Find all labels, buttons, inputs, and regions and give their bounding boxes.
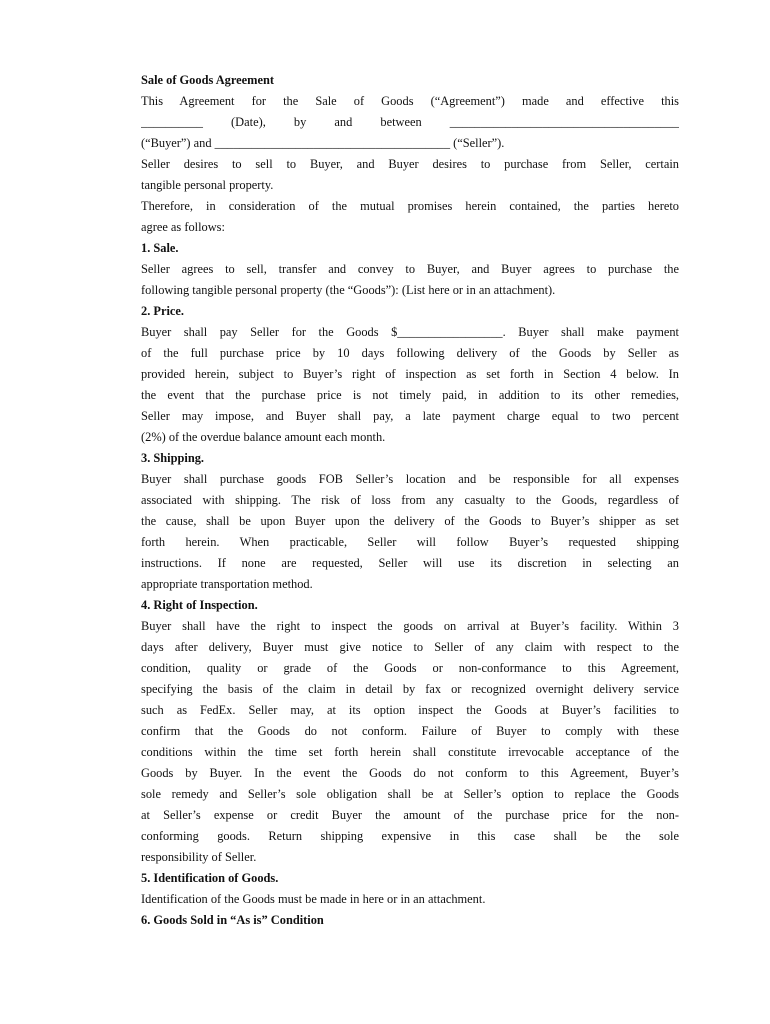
- section-line: at Seller’s expense or credit Buyer the amount of the purchase price for the non-: [141, 808, 679, 822]
- document-page: [141, 70, 679, 931]
- recital-line: Seller desires to sell to Buyer, and Buyer desires to purchase from Seller, certain: [141, 157, 679, 171]
- section-heading-shipping: 3. Shipping.: [141, 451, 205, 465]
- section-line: of the full purchase price by 10 days following delivery of the Goods by Seller as: [141, 346, 679, 360]
- section-heading-identification: 5. Identification of Goods.: [141, 871, 279, 885]
- section-line: condition, quality or grade of the Goods or non-conformance to this Agreement,: [141, 661, 679, 675]
- section-line: responsibility of Seller.: [141, 850, 257, 864]
- section-line: Buyer shall pay Seller for the Goods $_________________. Buyer shall make payment: [141, 325, 679, 339]
- section-line: specifying the basis of the claim in detail by fax or recognized overnight delivery service: [141, 682, 679, 696]
- section-line: forth herein. When practicable, Seller will follow Buyer’s requested shipping: [141, 535, 679, 549]
- section-line: Seller may impose, and Buyer shall pay, a late payment charge equal to two percent: [141, 409, 679, 423]
- section-line: the cause, shall be upon Buyer upon the delivery of the Goods to Buyer’s shipper as set: [141, 514, 679, 528]
- section-line: Buyer shall purchase goods FOB Seller’s location and be responsible for all expenses: [141, 472, 679, 486]
- section-line: associated with shipping. The risk of loss from any casualty to the Goods, regardless of: [141, 493, 679, 507]
- section-heading-inspection: 4. Right of Inspection.: [141, 598, 258, 612]
- section-heading-sale: 1. Sale.: [141, 241, 179, 255]
- therefore-line: agree as follows:: [141, 220, 225, 234]
- section-line: appropriate transportation method.: [141, 577, 313, 591]
- section-line: such as FedEx. Seller may, at its option inspect the Goods at Buyer’s facilities to: [141, 703, 679, 717]
- intro-line: This Agreement for the Sale of Goods (“Agreement”) made and effective this: [141, 94, 679, 108]
- intro-line: __________ (Date), by and between _____________________________________: [141, 115, 679, 129]
- section-line: following tangible personal property (the “Goods”): (List here or in an attachment).: [141, 283, 556, 297]
- section-line: conditions within the time set forth herein shall constitute irrevocable acceptance of the: [141, 745, 679, 759]
- section-line: the event that the purchase price is not timely paid, in addition to its other remedies,: [141, 388, 679, 402]
- section-line: Buyer shall have the right to inspect the goods on arrival at Buyer’s facility. Within 3: [141, 619, 679, 633]
- section-line: sole remedy and Seller’s sole obligation shall be at Seller’s option to replace the Goods: [141, 787, 679, 801]
- section-line: Identification of the Goods must be made in here or in an attachment.: [141, 892, 486, 906]
- section-heading-as-is: 6. Goods Sold in “As is” Condition: [141, 913, 324, 927]
- section-heading-price: 2. Price.: [141, 304, 184, 318]
- section-line: (2%) of the overdue balance amount each month.: [141, 430, 386, 444]
- therefore-line: Therefore, in consideration of the mutual promises herein contained, the parties hereto: [141, 199, 679, 213]
- section-line: conforming goods. Return shipping expensive in this case shall be the sole: [141, 829, 679, 843]
- recital-line: tangible personal property.: [141, 178, 274, 192]
- section-line: provided herein, subject to Buyer’s right of inspection as set forth in Section 4 below. In: [141, 367, 679, 381]
- section-line: Goods by Buyer. In the event the Goods do not conform to this Agreement, Buyer’s: [141, 766, 679, 780]
- intro-line: (“Buyer”) and ______________________________________ (“Seller”).: [141, 136, 505, 150]
- section-line: confirm that the Goods do not conform. Failure of Buyer to comply with these: [141, 724, 679, 738]
- section-line: days after delivery, Buyer must give notice to Seller of any claim with respect to the: [141, 640, 679, 654]
- section-line: Seller agrees to sell, transfer and convey to Buyer, and Buyer agrees to purchase the: [141, 262, 679, 276]
- document-title: Sale of Goods Agreement: [141, 73, 274, 87]
- section-line: instructions. If none are requested, Seller will use its discretion in selecting an: [141, 556, 679, 570]
